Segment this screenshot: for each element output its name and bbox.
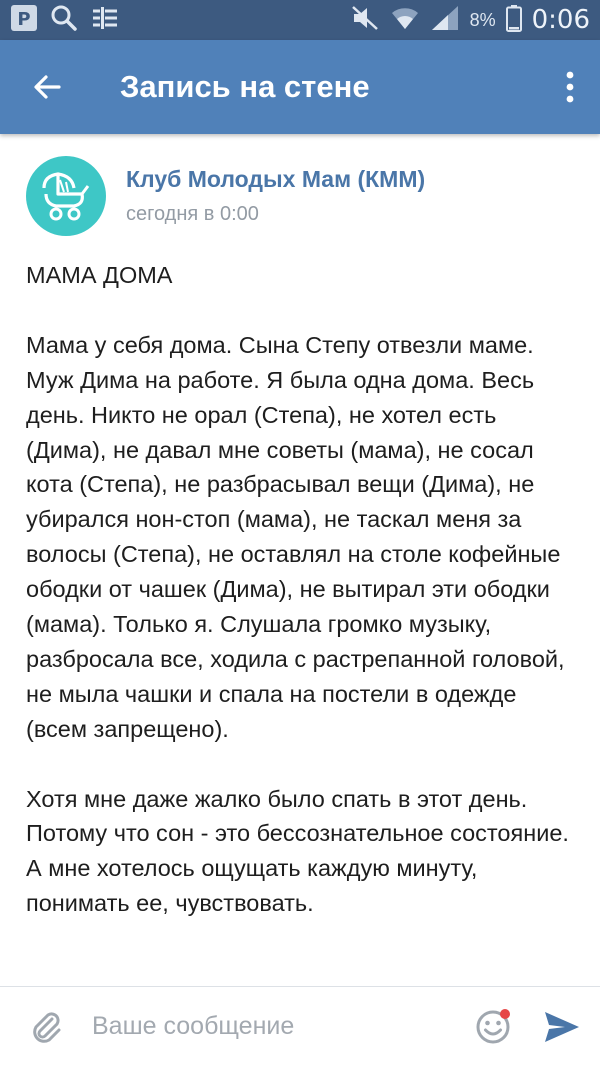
attach-button[interactable]: [0, 987, 92, 1066]
mute-icon: [350, 4, 380, 37]
send-button[interactable]: [524, 987, 600, 1066]
app-logo-icon: [10, 4, 38, 37]
post-paragraph-title: МАМА ДОМА: [26, 262, 173, 288]
arrow-left-icon: [32, 72, 62, 102]
app-bar: [0, 40, 600, 134]
paperclip-icon: [28, 1009, 64, 1045]
post-paragraph: Мама у себя дома. Сына Степу отвезли маме. Муж Дима на работе. Я была одна дома. Весь день. Никто не орал (Степа), не хотел есть (Дима), не давал мне советы (мама), не сосал кота (Степа), не разбрасывал вещи (Дима), не убирался нон-стоп (мама), не таскал меня за волосы (Степа), не оставлял на столе кофейные ободки от чашек (Дима), не вытирал эти ободки (мама). Только я. Слушала громко музыку, разбросала все, ходила с растрепанной головой, не мыла чашки и спала на постели в одежде (всем запрещено).: [26, 331, 565, 742]
emoji-badge-dot: [500, 1009, 510, 1019]
emoji-button[interactable]: [462, 987, 524, 1066]
status-bar-right: [350, 4, 590, 37]
search-icon: [50, 4, 78, 37]
svg-text:Р: Р: [17, 8, 31, 30]
more-options-button[interactable]: [540, 40, 600, 134]
post-meta: [126, 166, 425, 226]
post-header: [26, 155, 586, 237]
back-button[interactable]: [0, 40, 94, 134]
wifi-icon: [390, 4, 420, 37]
post-timestamp: сегодня в 0:00: [126, 203, 259, 225]
battery-percent: 8%: [469, 9, 496, 30]
post-text: [26, 258, 582, 921]
avatar[interactable]: [26, 156, 106, 236]
message-input[interactable]: [92, 997, 462, 1057]
battery-icon: [506, 4, 522, 37]
group-name-link[interactable]: Клуб Молодых Мам (КММ): [126, 166, 426, 192]
send-icon: [543, 1010, 581, 1044]
message-composer: [0, 986, 600, 1066]
more-vertical-icon: [565, 70, 575, 104]
baby-carriage-icon: [38, 168, 94, 224]
post-paragraph: Хотя мне даже жалко было спать в этот день. Потому что сон - это бессознательное состояние. А мне хотелось ощущать каждую минуту, понимать ее, чувствовать.: [26, 785, 569, 917]
status-clock: 0:06: [531, 5, 590, 35]
page-title: Запись на стене: [120, 69, 370, 104]
status-bar-left: [10, 4, 120, 37]
status-bar: [0, 0, 600, 40]
notifications-icon: [90, 4, 120, 37]
signal-icon: [430, 4, 460, 37]
